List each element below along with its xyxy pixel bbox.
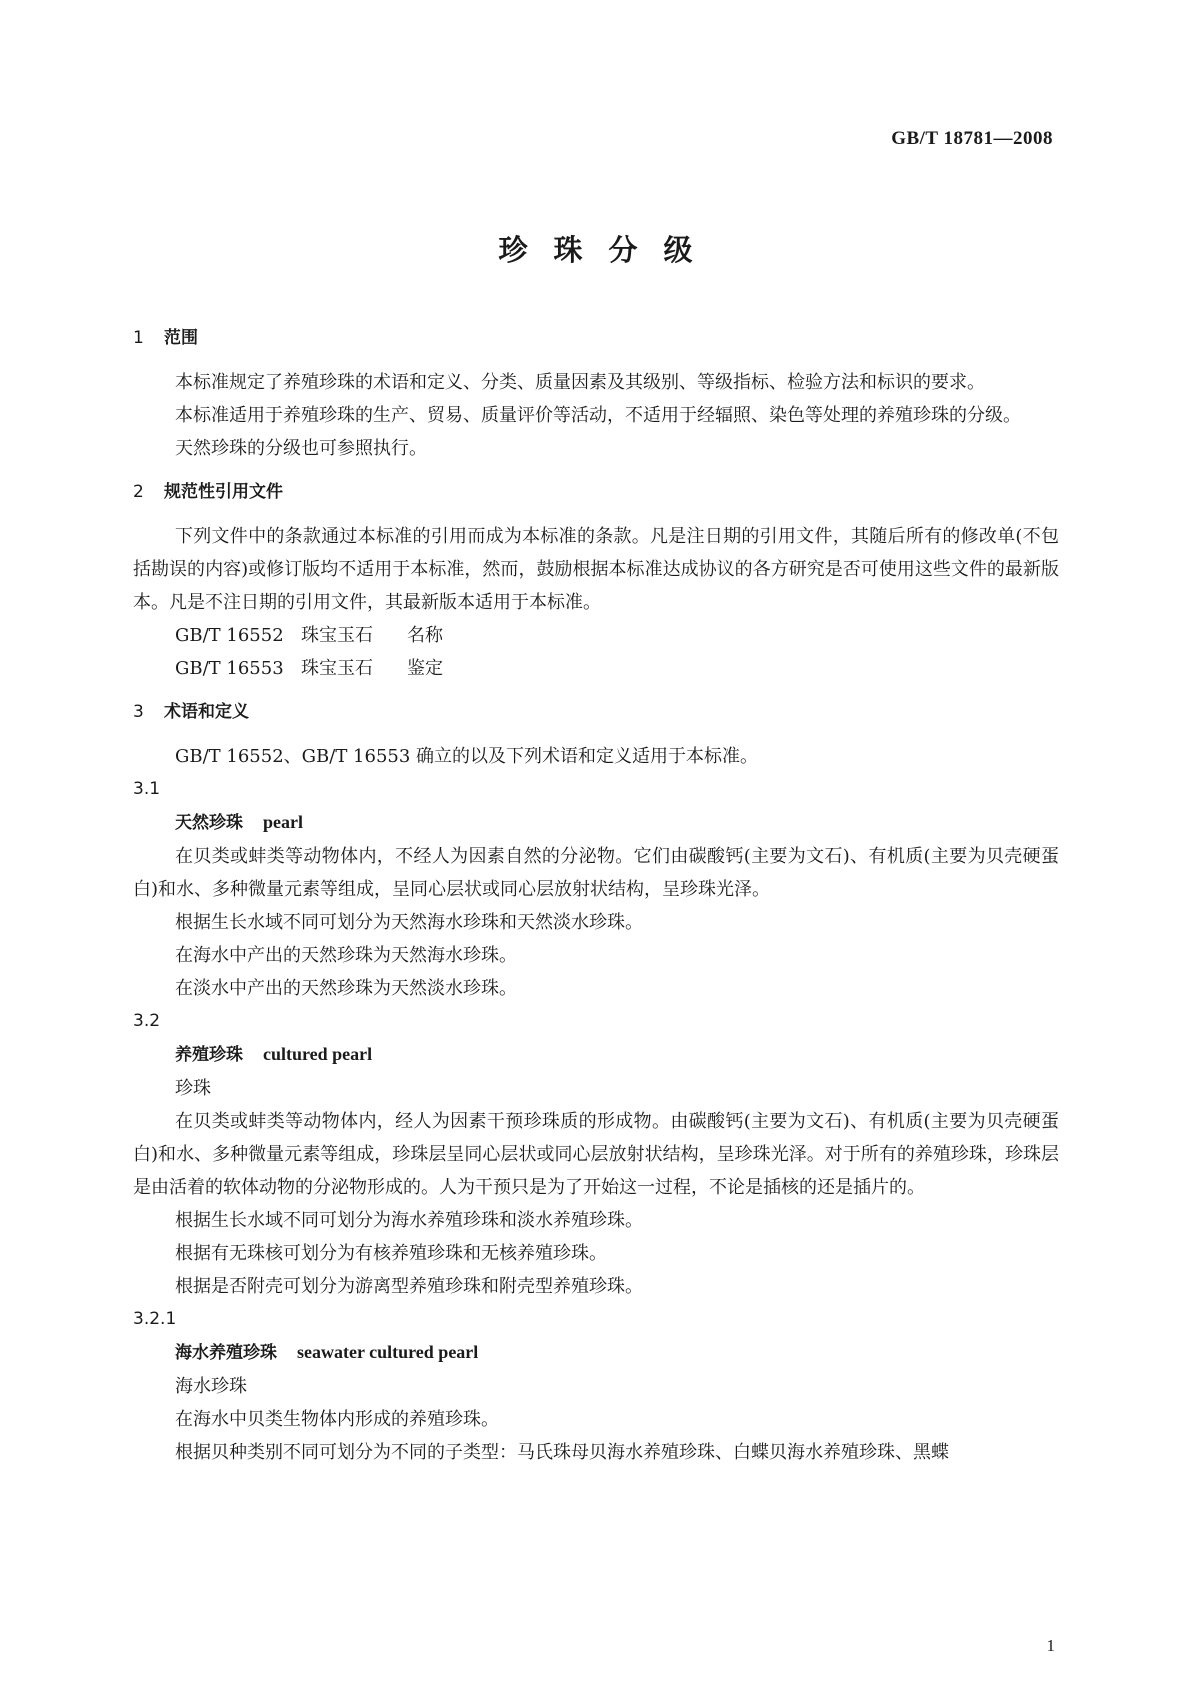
reference-item	[133, 619, 1059, 652]
term-line	[133, 1038, 1059, 1072]
paragraph: 在海水中贝类生物体内形成的养殖珍珠。	[175, 1409, 499, 1430]
paragraph: GB/T 16552、GB/T 16553 确立的以及下列术语和定义适用于本标准。	[175, 746, 759, 767]
reference-code: GB/T 16552	[175, 625, 284, 646]
paragraph: 根据是否附壳可划分为游离型养殖珍珠和附壳型养殖珍珠。	[175, 1276, 643, 1297]
paragraph: 根据生长水域不同可划分为天然海水珍珠和天然淡水珍珠。	[175, 912, 643, 933]
paragraph: 天然珍珠的分级也可参照执行。	[175, 438, 427, 459]
section-title: 规范性引用文件	[164, 482, 283, 502]
term-english: cultured pearl	[263, 1044, 373, 1064]
standard-code: GB/T 18781—2008	[891, 128, 1053, 149]
reference-item	[133, 652, 1059, 685]
paragraph: 根据生长水域不同可划分为海水养殖珍珠和淡水养殖珍珠。	[175, 1210, 643, 1231]
section-number: 1	[133, 328, 144, 348]
term-chinese: 天然珍珠	[175, 813, 243, 833]
term-synonym: 珍珠	[175, 1078, 211, 1099]
document-title: 珍珠分级	[498, 233, 719, 267]
term-line	[133, 806, 1059, 840]
reference-title: 鉴定	[407, 658, 443, 679]
section-2-heading	[133, 476, 1059, 509]
paragraph: 在海水中产出的天然珍珠为天然海水珍珠。	[175, 945, 517, 966]
term-chinese: 养殖珍珠	[175, 1045, 243, 1065]
reference-title: 名称	[407, 625, 443, 646]
reference-name: 珠宝玉石	[301, 658, 373, 679]
reference-name: 珠宝玉石	[301, 625, 373, 646]
paragraph: 根据贝种类别不同可划分为不同的子类型：马氏珠母贝海水养殖珍珠、白蝶贝海水养殖珍珠、黑蝶	[175, 1442, 949, 1463]
paragraph: 本标准规定了养殖珍珠的术语和定义、分类、质量因素及其级别、等级指标、检验方法和标识的要求。	[175, 372, 985, 393]
section-3-heading	[133, 696, 1059, 729]
section-number: 2	[133, 482, 144, 502]
term-chinese: 海水养殖珍珠	[175, 1343, 277, 1363]
term-english: pearl	[263, 812, 303, 832]
section-title: 术语和定义	[164, 702, 249, 722]
section-1-heading	[133, 322, 1059, 355]
paragraph: 在贝类或蚌类等动物体内，不经人为因素自然的分泌物。它们由碳酸钙(主要为文石)、有机质(主要为贝壳硬蛋白)和水、多种微量元素等组成，呈同心层状或同心层放射状结构，呈珍珠光泽。	[133, 846, 1059, 900]
section-title: 范围	[164, 328, 198, 348]
clause-number: 3.2	[133, 1011, 161, 1031]
paragraph: 在贝类或蚌类等动物体内，经人为因素干预珍珠质的形成物。由碳酸钙(主要为文石)、有机质(主要为贝壳硬蛋白)和水、多种微量元素等组成，珍珠层呈同心层状或同心层放射状结构，呈珍珠光泽。对于所有的养殖珍珠，珍珠层是由活着的软体动物的分泌物形成的。人为干预只是为了开始这一过程，不论是插核的还是插片的。	[133, 1111, 1059, 1198]
term-synonym: 海水珍珠	[175, 1376, 247, 1397]
section-number: 3	[133, 702, 144, 722]
term-english: seawater cultured pearl	[297, 1342, 479, 1362]
term-line	[133, 1336, 1059, 1370]
document-body	[133, 322, 1059, 1469]
clause-number: 3.2.1	[133, 1309, 177, 1329]
clause-number: 3.1	[133, 779, 161, 799]
paragraph: 根据有无珠核可划分为有核养殖珍珠和无核养殖珍珠。	[175, 1243, 607, 1264]
reference-code: GB/T 16553	[175, 658, 284, 679]
paragraph: 本标准适用于养殖珍珠的生产、贸易、质量评价等活动，不适用于经辐照、染色等处理的养殖珍珠的分级。	[175, 405, 1021, 426]
page-number: 1	[1046, 1636, 1055, 1655]
paragraph: 在淡水中产出的天然珍珠为天然淡水珍珠。	[175, 978, 517, 999]
paragraph: 下列文件中的条款通过本标准的引用而成为本标准的条款。凡是注日期的引用文件，其随后所有的修改单(不包括勘误的内容)或修订版均不适用于本标准，然而，鼓励根据本标准达成协议的各方研究是否可使用这些文件的最新版本。凡是不注日期的引用文件，其最新版本适用于本标准。	[133, 526, 1059, 613]
